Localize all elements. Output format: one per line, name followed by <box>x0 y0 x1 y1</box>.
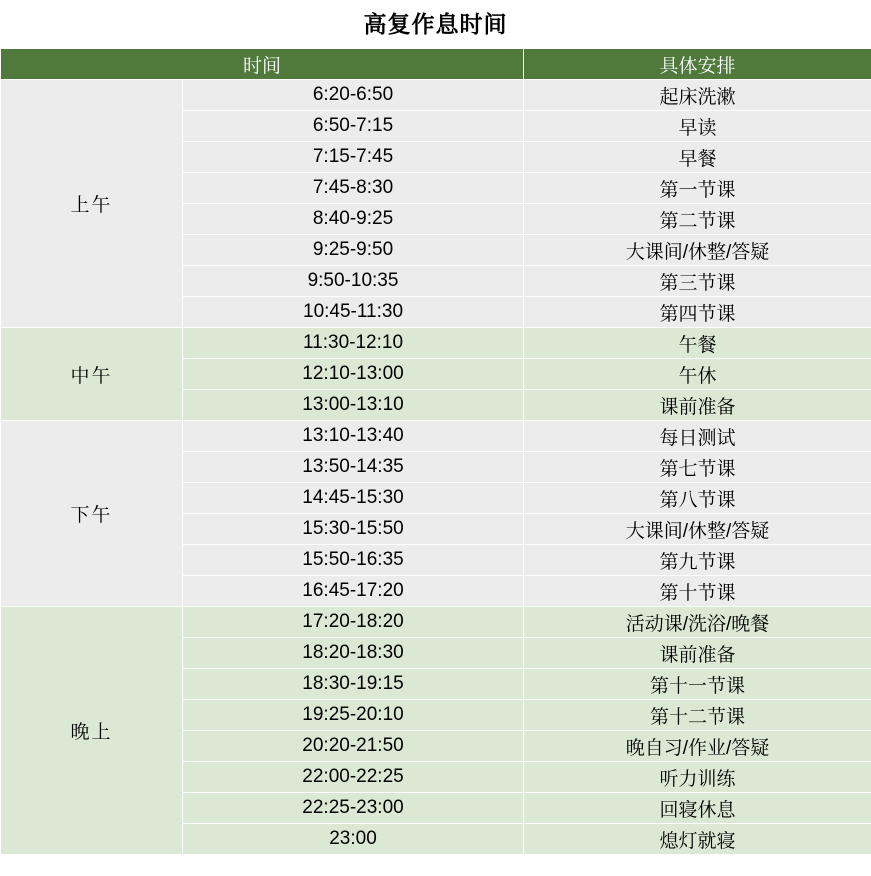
time-cell: 22:25-23:00 <box>183 793 524 824</box>
time-cell: 11:30-12:10 <box>183 328 524 359</box>
task-cell: 第二节课 <box>524 204 871 235</box>
time-cell: 15:50-16:35 <box>183 545 524 576</box>
table-row <box>1 607 871 638</box>
time-cell: 9:50-10:35 <box>183 266 524 297</box>
task-cell: 第三节课 <box>524 266 871 297</box>
time-cell: 13:00-13:10 <box>183 390 524 421</box>
task-cell: 起床洗漱 <box>524 80 871 111</box>
time-cell: 22:00-22:25 <box>183 762 524 793</box>
time-cell: 7:45-8:30 <box>183 173 524 204</box>
page-title: 高复作息时间 <box>363 11 508 37</box>
task-cell: 晚自习/作业/答疑 <box>524 731 871 762</box>
time-cell: 15:30-15:50 <box>183 514 524 545</box>
task-cell: 第八节课 <box>524 483 871 514</box>
header-row <box>1 49 871 80</box>
task-cell: 课前准备 <box>524 638 871 669</box>
task-cell: 听力训练 <box>524 762 871 793</box>
task-cell: 第九节课 <box>524 545 871 576</box>
time-cell: 10:45-11:30 <box>183 297 524 328</box>
column-header-time: 时间 <box>1 49 524 80</box>
period-cell: 中午 <box>1 328 183 421</box>
time-cell: 6:20-6:50 <box>183 80 524 111</box>
task-cell: 第十一节课 <box>524 669 871 700</box>
schedule-table <box>0 48 871 855</box>
column-header-task: 具体安排 <box>524 49 871 80</box>
time-cell: 14:45-15:30 <box>183 483 524 514</box>
time-cell: 8:40-9:25 <box>183 204 524 235</box>
task-cell: 大课间/休整/答疑 <box>524 235 871 266</box>
period-cell: 上午 <box>1 80 183 328</box>
table-row <box>1 328 871 359</box>
period-cell: 晚上 <box>1 607 183 855</box>
task-cell: 午餐 <box>524 328 871 359</box>
task-cell: 第十二节课 <box>524 700 871 731</box>
time-cell: 23:00 <box>183 824 524 855</box>
task-cell: 第七节课 <box>524 452 871 483</box>
task-cell: 熄灯就寝 <box>524 824 871 855</box>
time-cell: 13:50-14:35 <box>183 452 524 483</box>
time-cell: 7:15-7:45 <box>183 142 524 173</box>
task-cell: 第一节课 <box>524 173 871 204</box>
table-body <box>1 80 871 855</box>
time-cell: 13:10-13:40 <box>183 421 524 452</box>
time-cell: 18:30-19:15 <box>183 669 524 700</box>
time-cell: 17:20-18:20 <box>183 607 524 638</box>
time-cell: 6:50-7:15 <box>183 111 524 142</box>
task-cell: 早餐 <box>524 142 871 173</box>
task-cell: 第十节课 <box>524 576 871 607</box>
table-row <box>1 421 871 452</box>
task-cell: 大课间/休整/答疑 <box>524 514 871 545</box>
task-cell: 早读 <box>524 111 871 142</box>
task-cell: 回寝休息 <box>524 793 871 824</box>
task-cell: 课前准备 <box>524 390 871 421</box>
task-cell: 每日测试 <box>524 421 871 452</box>
time-cell: 16:45-17:20 <box>183 576 524 607</box>
time-cell: 20:20-21:50 <box>183 731 524 762</box>
table-row <box>1 80 871 111</box>
period-cell: 下午 <box>1 421 183 607</box>
time-cell: 19:25-20:10 <box>183 700 524 731</box>
time-cell: 12:10-13:00 <box>183 359 524 390</box>
task-cell: 活动课/洗浴/晚餐 <box>524 607 871 638</box>
time-cell: 9:25-9:50 <box>183 235 524 266</box>
task-cell: 第四节课 <box>524 297 871 328</box>
time-cell: 18:20-18:30 <box>183 638 524 669</box>
table-header <box>1 49 871 80</box>
task-cell: 午休 <box>524 359 871 390</box>
